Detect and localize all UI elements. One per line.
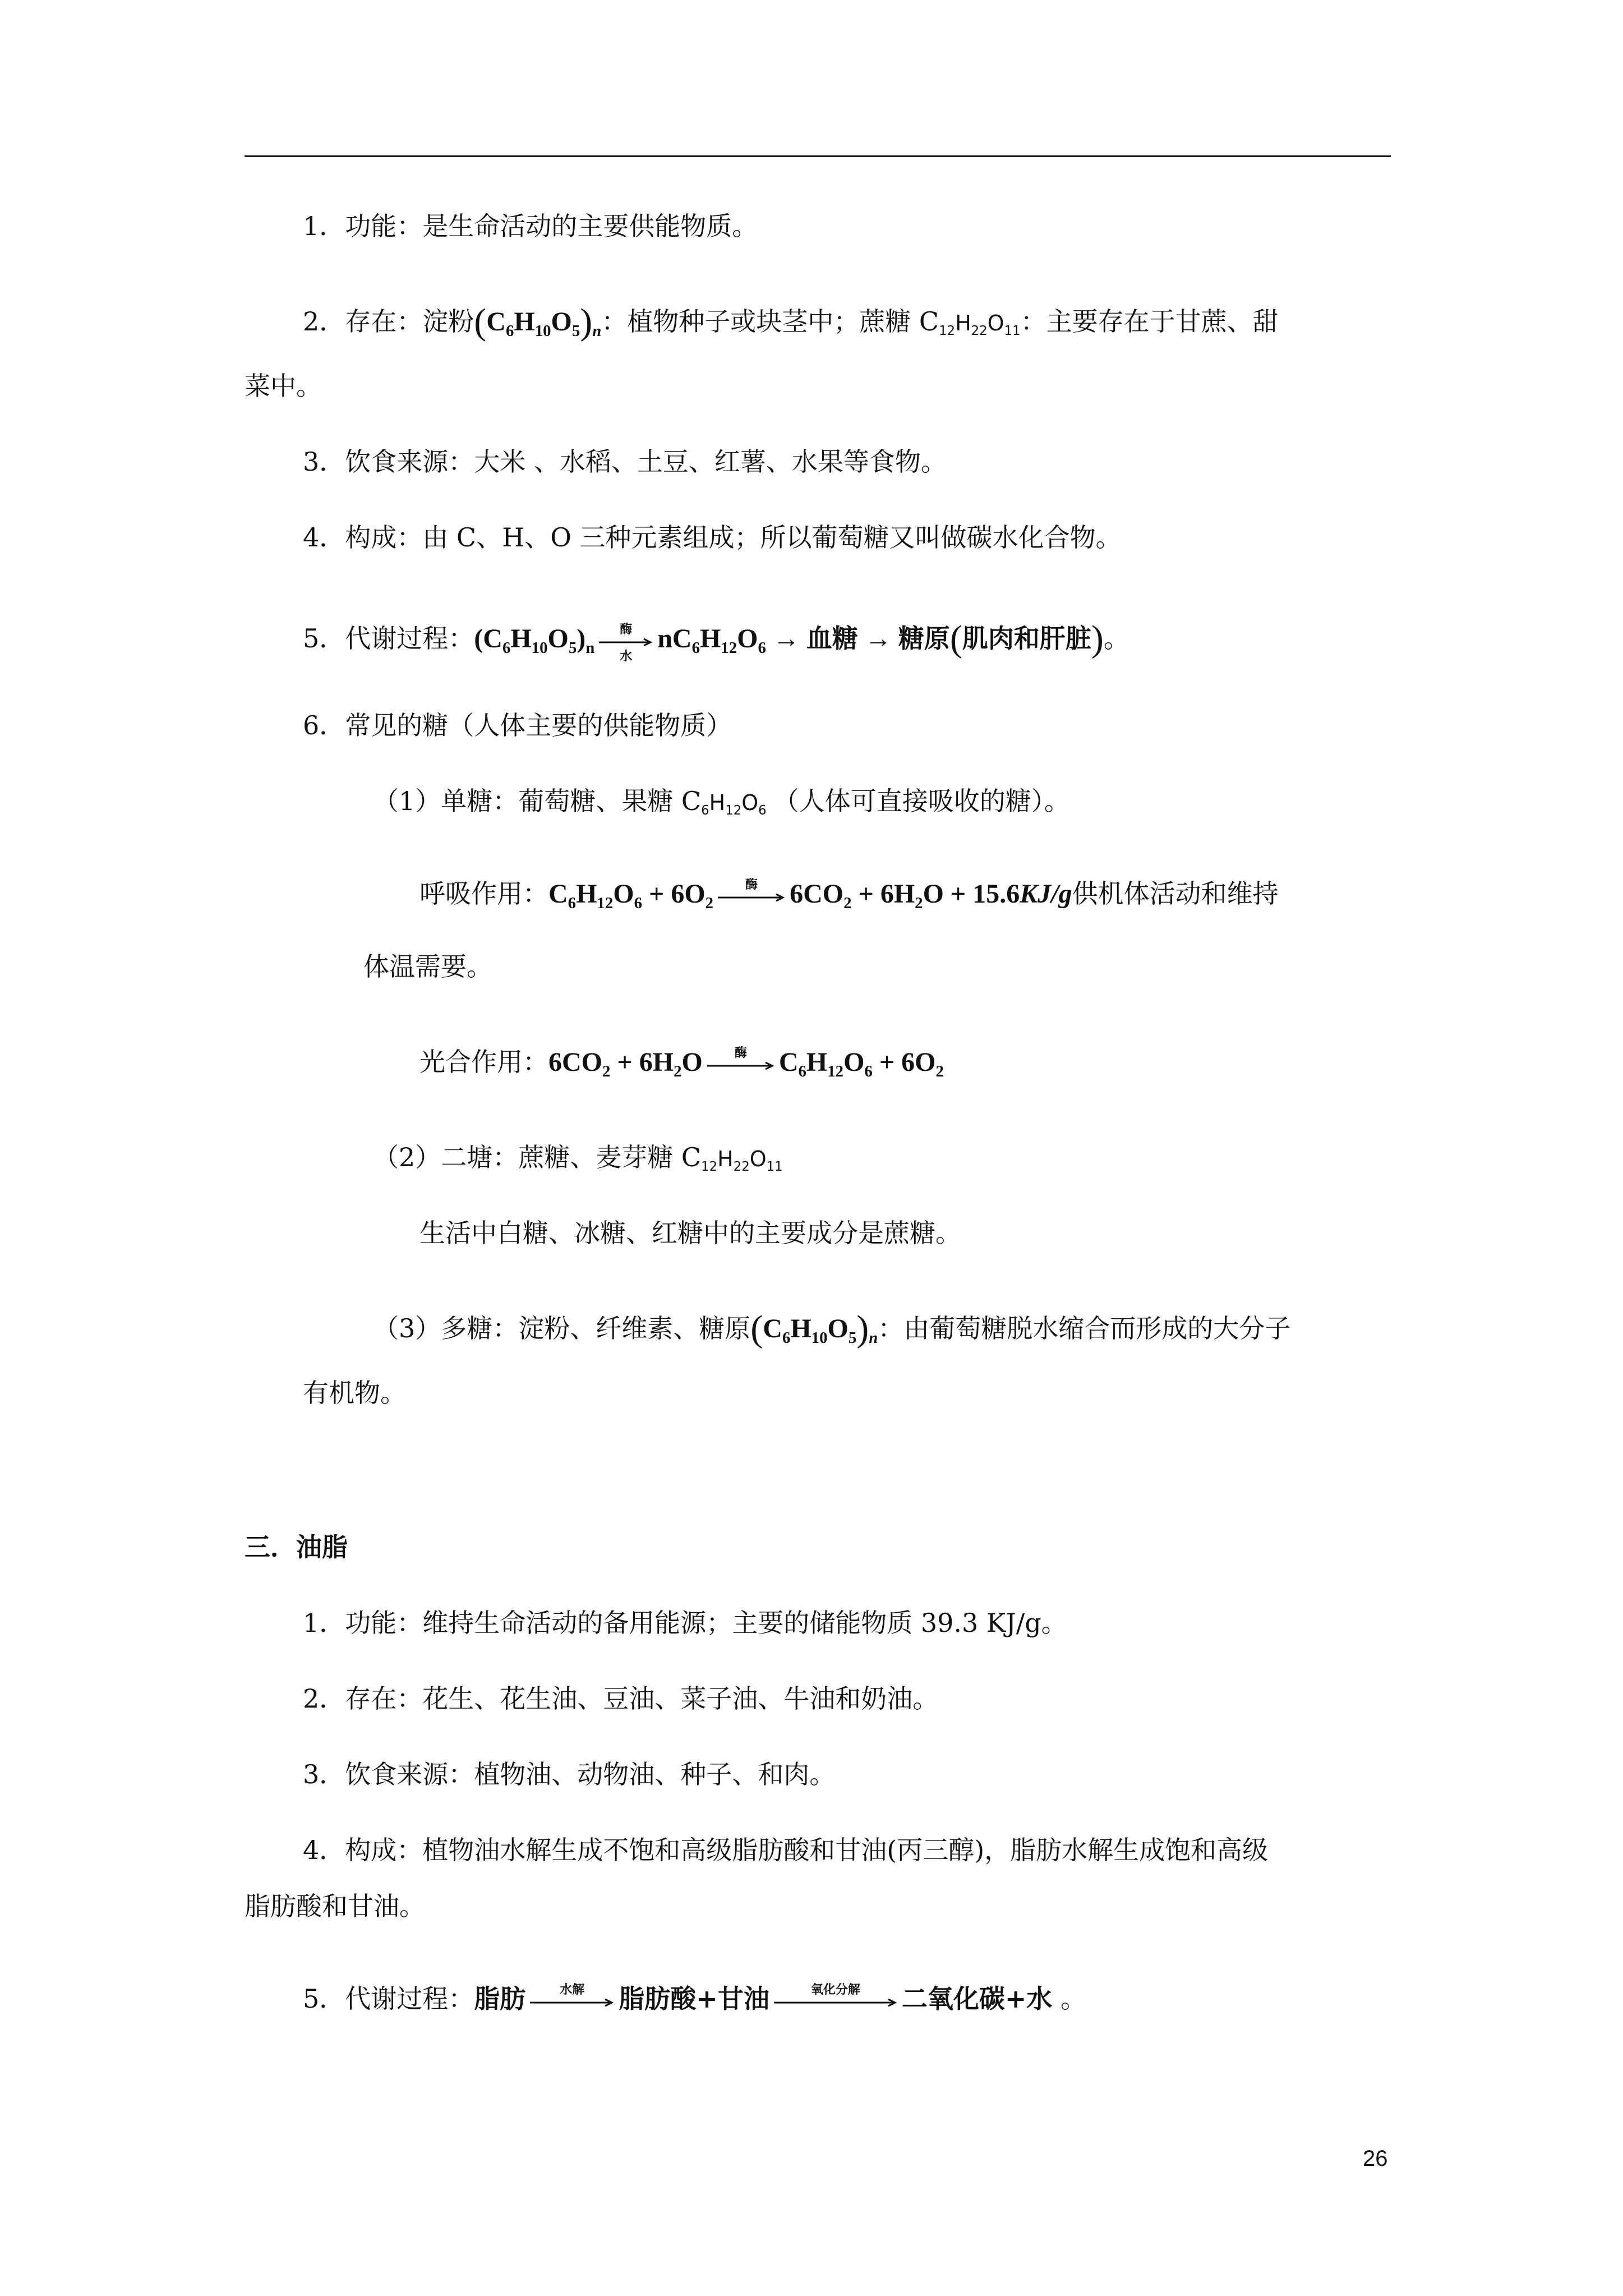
polysaccharides: （3）多糖：淀粉、纤维素、糖原$(C_6H_{10}O_5)_n$：由葡萄糖脱水缩合而形成的大分子 (373, 1308, 1291, 1349)
sugar-metabolism: 5．代谢过程：$(C_6H_{10}O_5)_n$ 酶 水 $nC_6H_{12}O_6$ → 血糖 → 糖原(肌肉和肝脏)。 (303, 618, 1129, 664)
hydrolysis-arrow: 水解 (530, 1999, 614, 2007)
fat-sources: 3．饮食来源：植物油、动物油、种子、和肉。 (303, 1759, 836, 1789)
sugar-existence-cont: 菜中。 (245, 371, 322, 401)
monosaccharides: （1）单糖：葡萄糖、果糖 $C_6H_{12}O_6$ （人体可直接吸收的糖）。 (373, 786, 1070, 818)
respiration-cont: 体温需要。 (363, 951, 492, 982)
sugar-existence: 2．存在：淀粉$(C_6H_{10}O_5)_n$：植物种子或块茎中；蔗糖 $C_{12}H_{22}O_{11}$：主要存在于甘蔗、甜 (303, 301, 1279, 342)
enzyme-arrow: 酶 (718, 894, 785, 901)
page-number: 26 (1363, 2146, 1388, 2171)
fat-metabolism: 5．代谢过程：脂肪 水解 脂肪酸+甘油 氧化分解 二氧化碳+水 。 (303, 1982, 1086, 2014)
respiration-equation: 呼吸作用：$C_6H_{12}O_6 + 6O_2$ 酶 $6CO_2 + 6H_2O + 15.6KJ/g$供机体活动和维持 (419, 877, 1279, 913)
enzyme-water-arrow: 酶 水 (599, 638, 653, 646)
header-rule (245, 155, 1391, 157)
oxidation-arrow: 氧化分解 (774, 1999, 897, 2007)
disaccharide-note: 生活中白糖、冰糖、红糖中的主要成分是蔗糖。 (419, 1218, 961, 1248)
sugar-sources: 3．饮食来源：大米 、水稻、土豆、红薯、水果等食物。 (303, 447, 947, 477)
fat-function: 1．功能：维持生命活动的备用能源；主要的储能物质 39.3 KJ/g。 (303, 1608, 1067, 1638)
fat-composition-cont: 脂肪酸和甘油。 (245, 1891, 425, 1921)
enzyme-arrow: 酶 (707, 1062, 774, 1070)
section-heading-fats: 三．油脂 (245, 1532, 348, 1562)
sugar-function: 1．功能：是生命活动的主要供能物质。 (303, 211, 758, 241)
disaccharides: （2）二塘：蔗糖、麦芽糖 $C_{12}H_{22}O_{11}$ (373, 1142, 783, 1174)
fat-existence: 2．存在：花生、花生油、豆油、菜子油、牛油和奶油。 (303, 1683, 939, 1714)
sugar-composition: 4．构成：由 C、H、O 三种元素组成；所以葡萄糖又叫做碳水化合物。 (303, 522, 1122, 553)
photosynthesis-equation: 光合作用：$6CO_2 + 6H_2O$ 酶 $C_6H_{12}O_6 + 6O_2$ (419, 1046, 944, 1081)
common-sugars: 6．常见的糖（人体主要的供能物质） (303, 710, 732, 740)
fat-composition: 4．构成：植物油水解生成不饱和高级脂肪酸和甘油(丙三醇)，脂肪水解生成饱和高级 (303, 1835, 1269, 1865)
polysaccharides-cont: 有机物。 (303, 1378, 406, 1408)
